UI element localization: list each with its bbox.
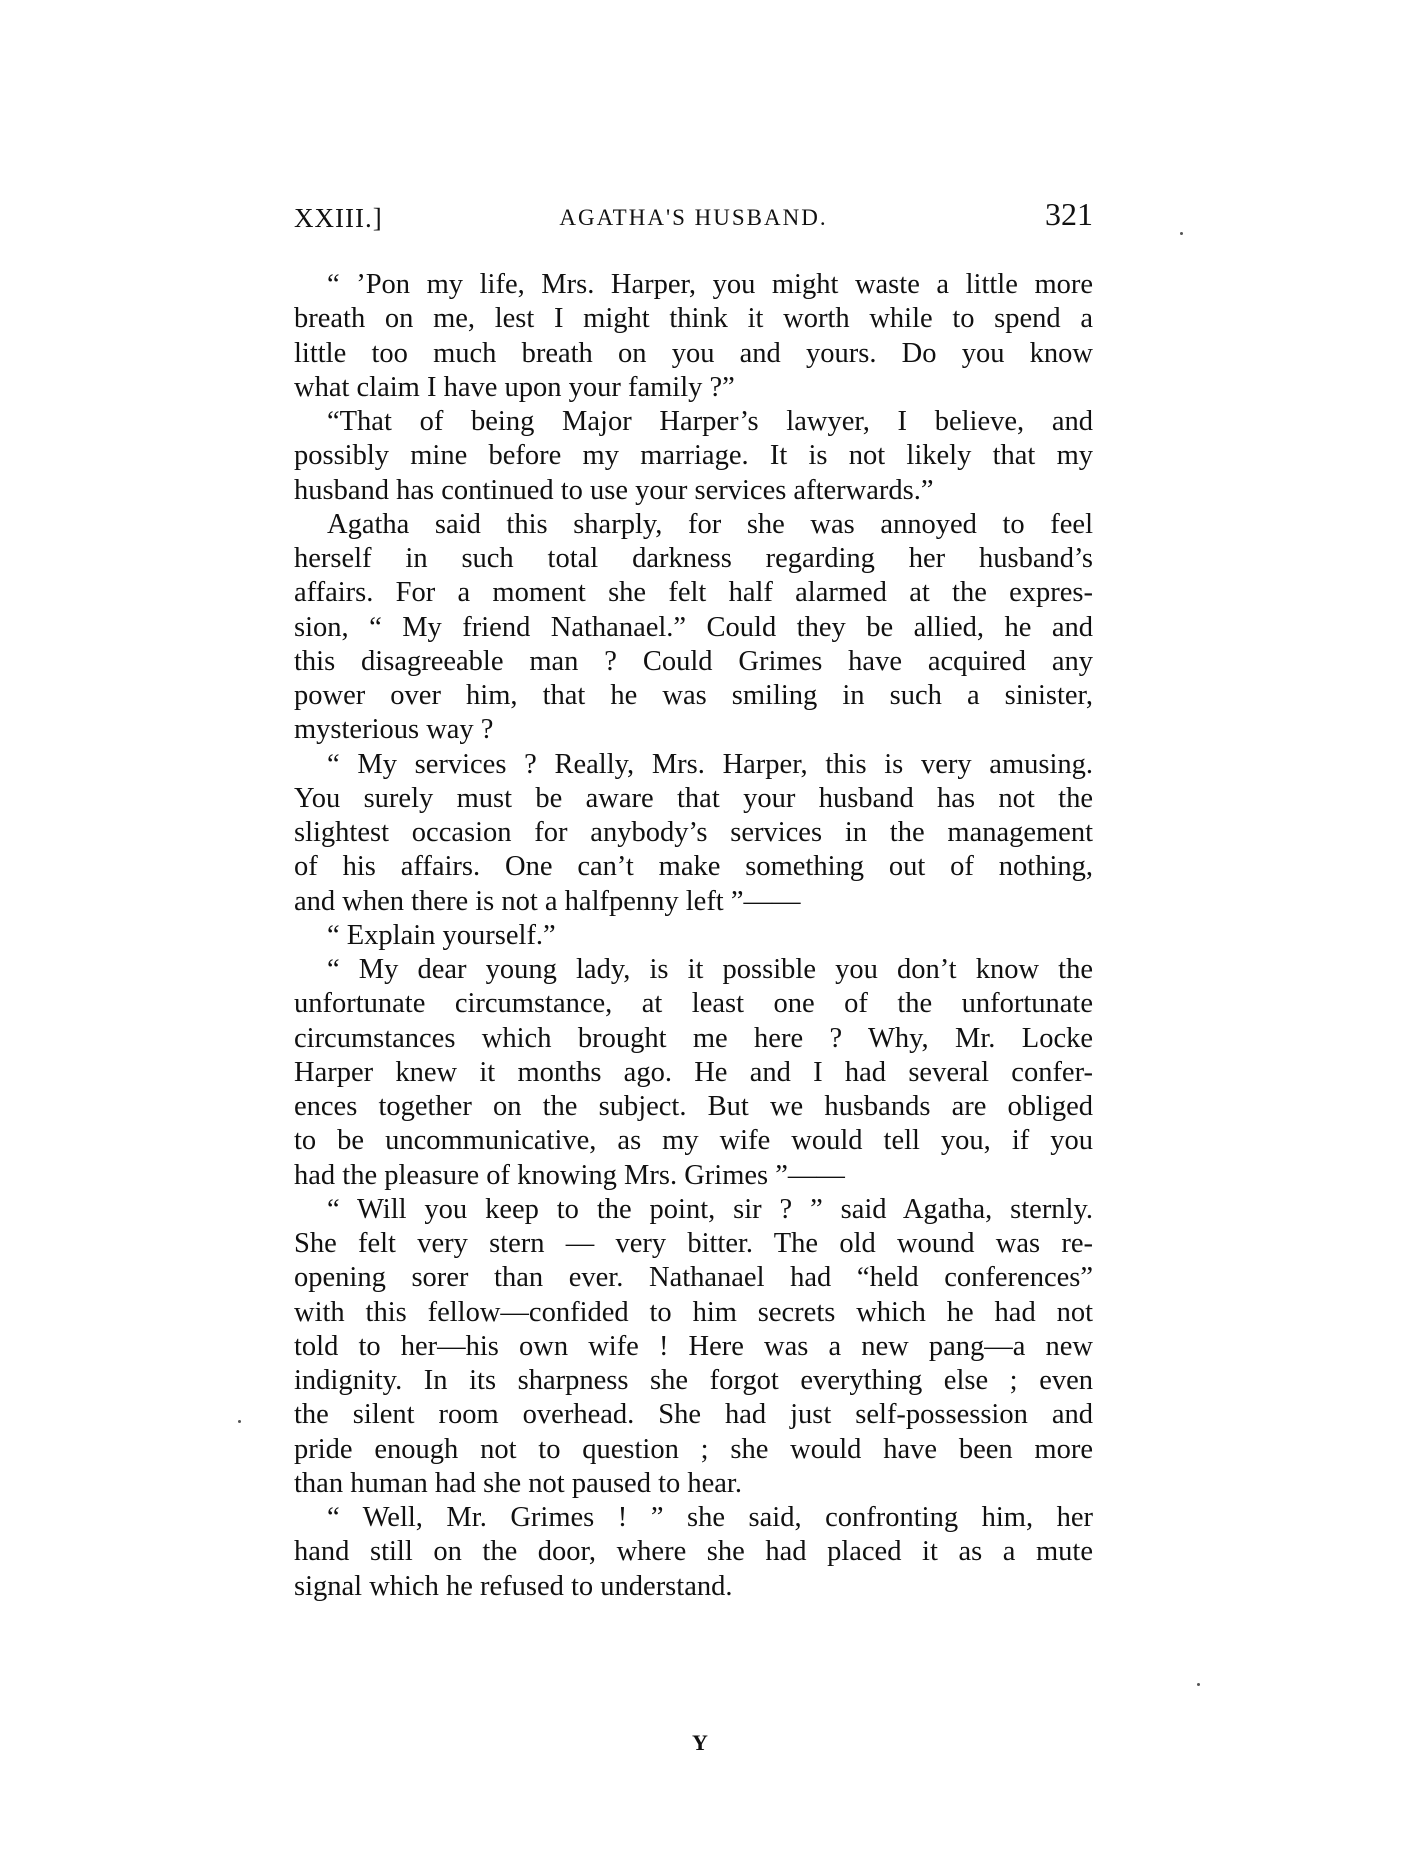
- text-line: “That of being Major Harper’s lawyer, I believe, and: [327, 406, 1093, 437]
- text-line: sion, “ My friend Nathanael.” Could they be allied, he and: [294, 611, 1093, 643]
- text-line: pride enough not to question ; she would have been more: [294, 1433, 1093, 1465]
- text-line: with this fellow—confided to him secrets which he had not: [294, 1296, 1093, 1328]
- page-number: 321: [1045, 196, 1093, 232]
- paper-speck: [238, 1420, 241, 1423]
- text-line: power over him, that he was smiling in such a sinister,: [294, 680, 1093, 711]
- text-line: “ Well, Mr. Grimes ! ” she said, confronting him, her: [327, 1502, 1093, 1533]
- text-line: She felt very stern — very bitter. The old wound was re-: [294, 1228, 1093, 1259]
- text-line: this disagreeable man ? Could Grimes have acquired any: [294, 645, 1093, 677]
- text-line: “ Explain yourself.”: [327, 919, 556, 951]
- text-line: little too much breath on you and yours. Do you know: [294, 337, 1093, 369]
- text-line: slightest occasion for anybody’s services in the management: [294, 817, 1093, 848]
- text-line: “ Will you keep to the point, sir ? ” said Agatha, sternly.: [327, 1193, 1093, 1225]
- text-line: unfortunate circumstance, at least one of the unfortunate: [294, 988, 1093, 1020]
- signature-mark: Y: [692, 1730, 708, 1755]
- text-line: “ My dear young lady, is it possible you don’t know the: [327, 954, 1093, 985]
- text-line: signal which he refused to understand.: [294, 1570, 733, 1602]
- text-line: breath on me, lest I might think it worth while to spend a: [294, 303, 1093, 335]
- text-line: told to her—his own wife ! Here was a new pang—a new: [294, 1330, 1093, 1362]
- text-line: had the pleasure of knowing Mrs. Grimes ”——: [294, 1159, 845, 1191]
- text-line: You surely must be aware that your husband has not the: [294, 782, 1093, 814]
- text-line: “ ’Pon my life, Mrs. Harper, you might waste a little more: [327, 269, 1093, 300]
- text-line: ences together on the subject. But we husbands are obliged: [294, 1091, 1093, 1122]
- text-line: opening sorer than ever. Nathanael had “held conferences”: [294, 1262, 1093, 1294]
- text-line: than human had she not paused to hear.: [294, 1467, 742, 1499]
- text-line: what claim I have upon your family ?”: [294, 371, 735, 403]
- text-line: husband has continued to use your services afterwards.”: [294, 474, 934, 506]
- text-line: affairs. For a moment she felt half alarmed at the expres-: [294, 577, 1093, 609]
- paper-speck: [1180, 232, 1183, 235]
- text-line: to be uncommunicative, as my wife would tell you, if you: [294, 1125, 1093, 1157]
- text-line: and when there is not a halfpenny left ”——: [294, 885, 801, 917]
- text-line: possibly mine before my marriage. It is not likely that my: [294, 440, 1093, 472]
- chapter-mark: XXIII.]: [294, 203, 383, 233]
- paper-speck: [1197, 1683, 1200, 1686]
- running-title: AGATHA'S HUSBAND.: [559, 205, 828, 230]
- text-line: circumstances which brought me here ? Why, Mr. Locke: [294, 1022, 1093, 1054]
- text-line: “ My services ? Really, Mrs. Harper, this is very amusing.: [327, 748, 1093, 780]
- body-text: [294, 268, 1093, 1604]
- text-line: indignity. In its sharpness she forgot everything else ; even: [294, 1365, 1093, 1396]
- text-line: hand still on the door, where she had placed it as a mute: [294, 1536, 1093, 1568]
- text-line: mysterious way ?: [294, 714, 494, 746]
- text-line: Harper knew it months ago. He and I had several confer-: [294, 1056, 1093, 1088]
- running-head: [294, 198, 1093, 238]
- text-line: Agatha said this sharply, for she was annoyed to feel: [327, 508, 1093, 540]
- text-line: of his affairs. One can’t make something out of nothing,: [294, 851, 1093, 883]
- text-line: the silent room overhead. She had just self-possession and: [294, 1399, 1093, 1431]
- text-line: herself in such total darkness regarding her husband’s: [294, 543, 1093, 574]
